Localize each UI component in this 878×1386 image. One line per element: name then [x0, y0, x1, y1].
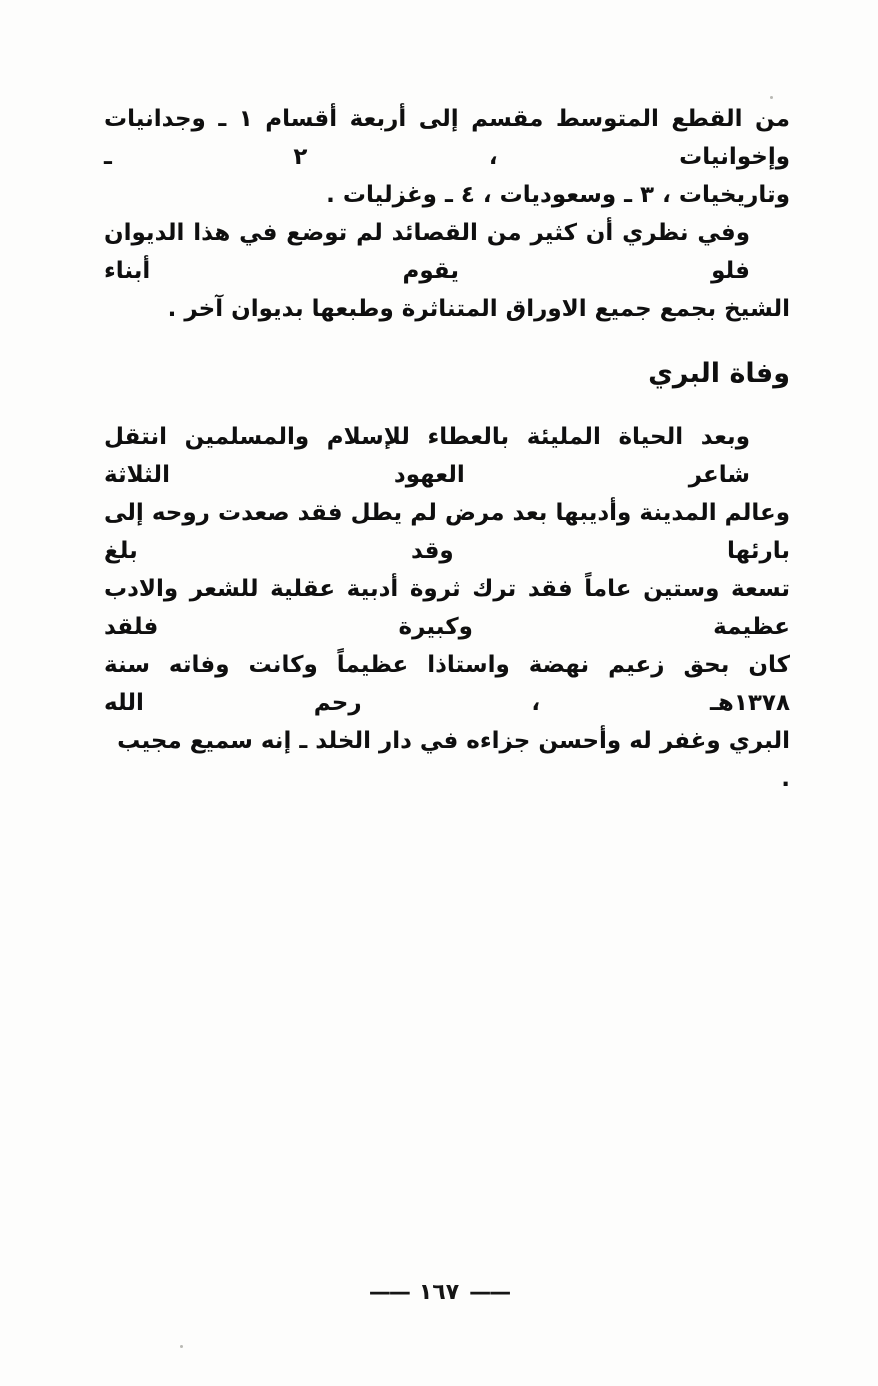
- text-line: الشيخ بجمع جميع الاوراق المتناثرة وطبعها بديوان آخر .: [167, 296, 790, 322]
- page-number-dash-right: ——: [469, 1280, 510, 1305]
- page-number-value: ١٦٧: [418, 1280, 460, 1305]
- scan-speckle: [770, 96, 773, 99]
- text-line: وعالم المدينة وأديبها بعد مرض لم يطل فقد صعدت روحه إلى بارئها وقد بلغ: [104, 500, 790, 564]
- text-line: وتاريخيات ، ٣ ـ وسعوديات ، ٤ ـ وغزليات .: [326, 182, 790, 208]
- page-number: [0, 1280, 878, 1305]
- text-line: من القطع المتوسط مقسم إلى أربعة أقسام ١ ـ وجدانيات وإخوانيات ، ٢ ـ: [104, 106, 790, 170]
- paragraph-divan-sections: [104, 100, 790, 214]
- paragraph-death-of-albarri: [104, 418, 790, 798]
- paragraph-author-opinion: [104, 214, 790, 328]
- text-line: تسعة وستين عاماً فقد ترك ثروة أدبية عقلية للشعر والادب عظيمة وكبيرة فلقد: [104, 576, 790, 640]
- scan-speckle: [180, 1345, 183, 1348]
- section-heading-death-of-albarri: وفاة البري: [648, 358, 790, 389]
- text-line: وبعد الحياة المليئة بالعطاء للإسلام والمسلمين انتقل شاعر العهود الثلاثة: [104, 424, 750, 488]
- page-number-dash-left: ——: [368, 1280, 409, 1305]
- page-text-block: [104, 100, 790, 798]
- text-line: البري وغفر له وأحسن جزاءه في دار الخلد ـ إنه سميع مجيب .: [117, 728, 790, 792]
- text-line: كان بحق زعيم نهضة واستاذا عظيماً وكانت وفاته سنة ١٣٧٨هـ ، رحم الله: [104, 652, 790, 716]
- text-line: وفي نظري أن كثير من القصائد لم توضع في هذا الديوان فلو يقوم أبناء: [104, 220, 750, 284]
